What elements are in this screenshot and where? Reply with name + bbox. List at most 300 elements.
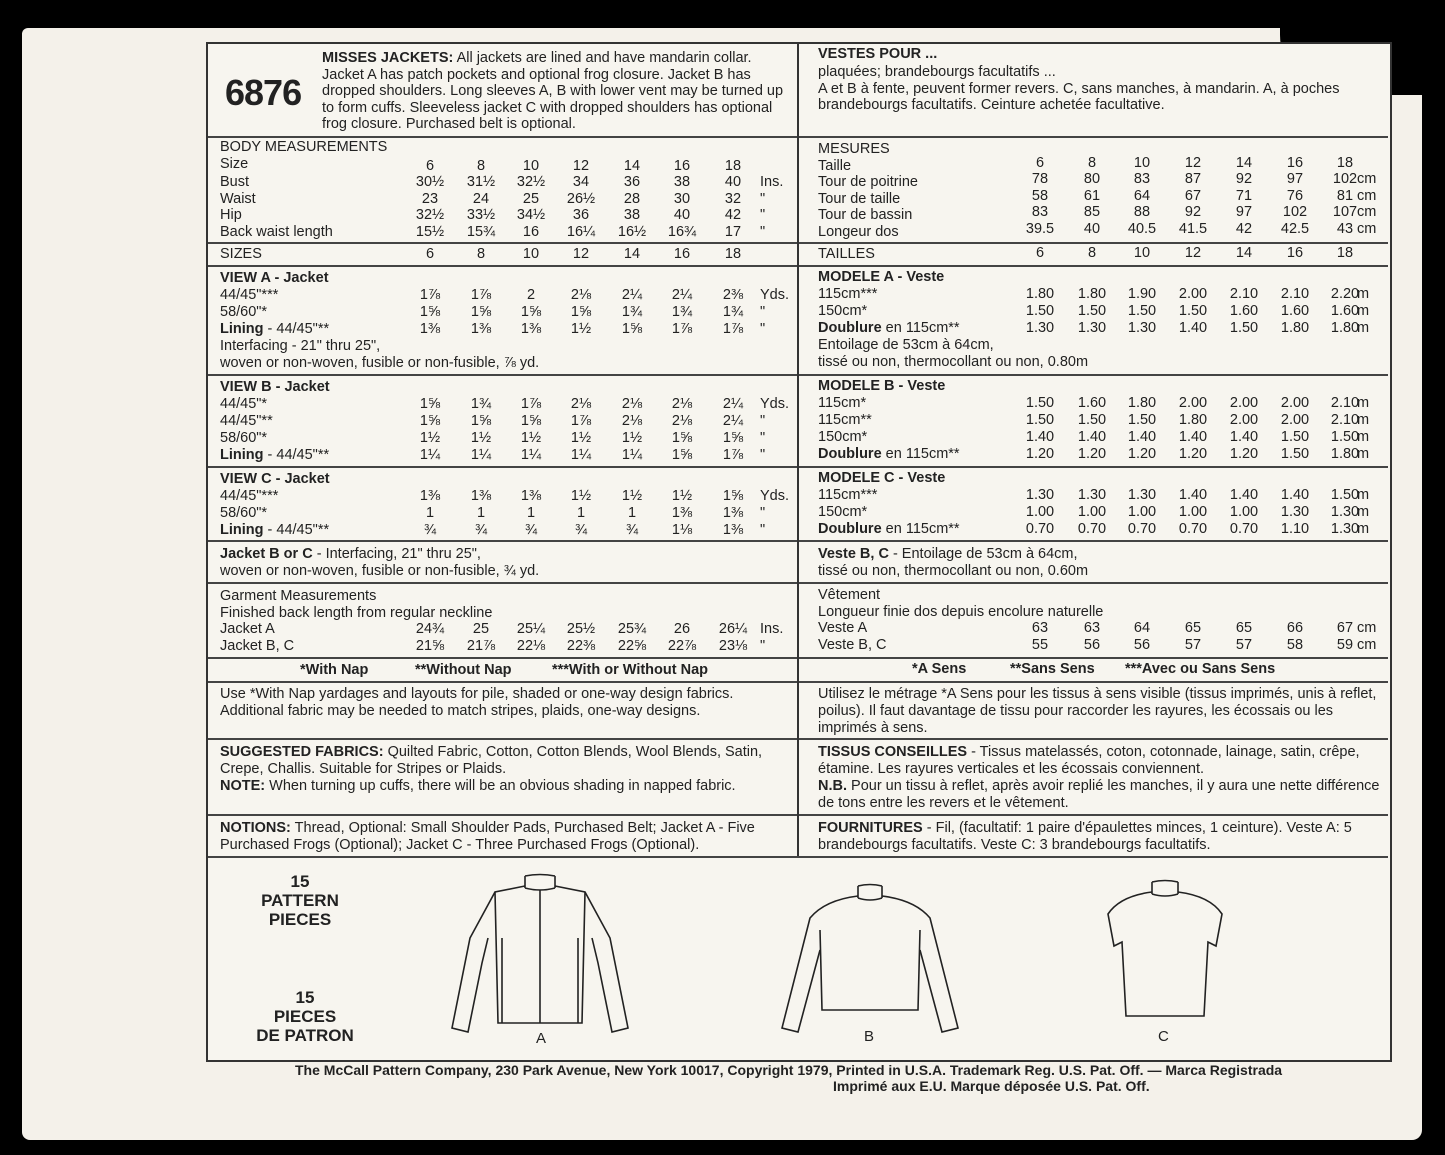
- size-header-fr: 12: [1184, 245, 1202, 261]
- jacket-a-sketch: [440, 868, 640, 1038]
- table-cell: 26½: [566, 190, 596, 207]
- divider-line: [799, 582, 1388, 584]
- divider-line: [208, 540, 797, 542]
- table-cell-fr: 83: [1031, 204, 1049, 220]
- row-label: 150cm*: [818, 429, 868, 445]
- table-cell-fr: 88: [1133, 204, 1151, 220]
- body-measurements-title: BODY MEASUREMENTS: [220, 139, 388, 155]
- unit-label-fr: cm: [1357, 220, 1377, 237]
- nap-legend: *With Nap: [300, 662, 369, 678]
- table-cell-fr: 42.5: [1280, 220, 1310, 237]
- unit-label: m: [1357, 504, 1370, 520]
- table-cell: 1.80: [1025, 286, 1055, 302]
- table-cell: 23: [421, 190, 439, 207]
- row-label-rest: en 115cm**: [881, 446, 960, 462]
- unit-label: ": [760, 447, 766, 463]
- sketch-label-a: A: [536, 1030, 547, 1047]
- size-header: 14: [623, 158, 641, 174]
- garment-title: Garment Measurements: [220, 588, 377, 604]
- table-cell: 1½: [671, 488, 693, 504]
- table-cell: 1.80: [1280, 320, 1310, 336]
- table-cell: 1½: [520, 430, 542, 446]
- section-title: VIEW C - Jacket: [220, 471, 330, 487]
- unit-label-fr: cm: [1357, 637, 1377, 653]
- table-cell: 1⅞: [520, 396, 542, 412]
- row-label: 115cm**: [818, 412, 872, 428]
- table-cell: 1⅞: [570, 413, 592, 429]
- row-label: 44/45"**: [220, 413, 273, 429]
- size-header: 18: [724, 246, 742, 262]
- size-header: 14: [623, 246, 641, 262]
- row-label-bold: Doublure: [818, 446, 882, 462]
- vetement-title: Vêtement: [818, 587, 881, 603]
- table-cell: 1: [526, 505, 536, 521]
- table-cell: 1.30: [1127, 487, 1157, 503]
- unit-label-fr: cm: [1357, 620, 1377, 636]
- table-cell: 2⅛: [621, 396, 643, 412]
- row-label: [220, 447, 329, 464]
- intro-line: Jacket A has patch pockets and optional frog closure. Jacket B has: [322, 66, 751, 83]
- size-header: 12: [572, 158, 590, 174]
- table-cell-fr: 56: [1133, 637, 1151, 653]
- nap-legend-fr: ***Avec ou Sans Sens: [1125, 661, 1276, 677]
- table-cell: 1⅜: [520, 488, 542, 504]
- intro-line-fr: plaquées; brandebourgs facultatifs ...: [818, 64, 1056, 80]
- table-cell: 24: [472, 190, 490, 207]
- table-cell: 30½: [415, 174, 445, 190]
- size-header-fr: 10: [1133, 245, 1151, 261]
- table-cell: 40: [724, 174, 742, 190]
- table-cell: 2.10: [1229, 286, 1259, 302]
- intro-title: MISSES JACKETS:: [322, 50, 454, 66]
- table-cell: 1: [476, 505, 486, 521]
- row-label: 115cm***: [818, 286, 878, 302]
- table-cell: 1⅞: [722, 321, 744, 337]
- table-cell: 2⅛: [621, 413, 643, 429]
- table-cell: 1.50: [1025, 303, 1055, 319]
- table-cell: 1⅞: [470, 287, 492, 303]
- table-cell: 1.50: [1330, 487, 1360, 503]
- table-cell: 2⅜: [722, 287, 744, 303]
- row-label-fr: Longeur dos: [818, 223, 899, 240]
- table-cell: 1⅝: [722, 430, 744, 446]
- size-header-fr: 16: [1286, 155, 1304, 171]
- table-cell: 1⅝: [419, 304, 441, 320]
- table-cell: 1⅜: [520, 321, 542, 337]
- table-cell-fr: 65: [1235, 620, 1253, 636]
- row-label-fr: Tour de taille: [818, 190, 901, 207]
- table-cell: 1⅝: [470, 413, 492, 429]
- table-cell: 2.10: [1330, 395, 1360, 411]
- table-cell: 1⅜: [419, 488, 441, 504]
- table-cell: 1.60: [1077, 395, 1107, 411]
- table-cell: 38: [623, 207, 641, 223]
- unit-label: Ins.: [760, 621, 784, 637]
- unit-label: Yds.: [760, 488, 790, 504]
- table-cell: 1⅝: [470, 304, 492, 320]
- table-cell: 1.20: [1025, 446, 1055, 462]
- size-header: 6: [425, 246, 435, 262]
- divider-line: [799, 374, 1388, 376]
- table-cell: 1.80: [1330, 446, 1360, 462]
- intro-line: to form cuffs. Sleeveless jacket C with dropped shoulders has optional: [322, 99, 773, 116]
- row-label: [220, 522, 329, 539]
- table-cell-fr: 63: [1083, 620, 1101, 636]
- table-cell: 16¾: [667, 223, 697, 240]
- unit-label: m: [1357, 303, 1370, 319]
- row-label: Jacket A: [220, 621, 275, 637]
- use-nap-text-fr: Utilisez le métrage *A Sens pour les tissus à sens visible (tissus imprimés, unis à reflet, poilus). Il faut davantage de tissu pour raccorder les rayures, les écossais ou les imprimés à sens.: [818, 686, 1377, 736]
- table-cell: 1.40: [1178, 320, 1208, 336]
- unit-label: m: [1357, 487, 1370, 503]
- table-cell: 21⅞: [466, 638, 496, 654]
- divider-line: [799, 681, 1388, 683]
- size-header-fr: 8: [1087, 155, 1097, 171]
- row-label-rest: en 115cm**: [881, 320, 960, 336]
- divider-line: [208, 814, 797, 816]
- table-cell: 1¾: [470, 396, 492, 412]
- table-cell: 1¼: [520, 447, 542, 463]
- table-cell: 42: [724, 207, 742, 223]
- table-cell: 1⅝: [520, 413, 542, 429]
- unit-label-fr: cm: [1357, 204, 1377, 220]
- table-cell: 25½: [566, 621, 596, 637]
- table-cell: 1¾: [722, 304, 744, 320]
- table-cell: 2¼: [621, 287, 643, 303]
- table-cell: 2: [526, 287, 536, 303]
- table-cell: 2⅛: [671, 396, 693, 412]
- footer-copyright: The McCall Pattern Company, 230 Park Avenue, New York 10017, Copyright 1979, Printed in U.S.A. Trademark Reg. U.S. Pat. Off. — Marca Registrada: [295, 1062, 1283, 1078]
- table-cell: 1.40: [1280, 487, 1310, 503]
- table-cell-fr: 65: [1184, 620, 1202, 636]
- table-cell: 1.30: [1330, 521, 1360, 537]
- row-label: [220, 321, 329, 338]
- table-cell-fr: 40: [1083, 220, 1101, 237]
- size-header-fr: 14: [1235, 245, 1253, 261]
- table-cell: 2.00: [1178, 286, 1208, 302]
- divider-line: [799, 136, 1388, 138]
- table-cell: 1⅞: [419, 287, 441, 303]
- footer-trademark: Imprimé aux E.U. Marque déposée U.S. Pat. Off.: [833, 1078, 1150, 1094]
- table-cell: 1.50: [1077, 412, 1107, 428]
- notions-fr: FOURNITURES - Fil, (facultatif: 1 paire d'épaulettes minces, 1 ceinture). Veste A: 5 brandebourgs facultatifs. Veste C: 3 brandebourgs facultatifs.: [818, 820, 1352, 853]
- table-cell-fr: 58: [1286, 637, 1304, 653]
- table-cell-fr: 64: [1133, 187, 1151, 204]
- divider-line: [799, 738, 1388, 740]
- table-cell: 2.00: [1229, 395, 1259, 411]
- unit-label-fr: cm: [1357, 187, 1377, 204]
- table-cell: 1.40: [1229, 429, 1259, 445]
- size-header-fr: 8: [1087, 245, 1097, 261]
- veste-bc-text: - Entoilage de 53cm à 64cm,: [888, 546, 1078, 562]
- row-label: Jacket B, C: [220, 638, 295, 654]
- table-cell: 1⅞: [671, 321, 693, 337]
- table-cell: 1½: [470, 430, 492, 446]
- table-cell: ¾: [625, 522, 639, 538]
- table-cell-fr: 107: [1332, 204, 1358, 220]
- table-cell: 1.80: [1127, 395, 1157, 411]
- table-cell: ¾: [423, 522, 437, 538]
- table-cell: 22⅞: [667, 638, 697, 654]
- table-cell: 2⅛: [570, 396, 592, 412]
- size-header-fr: 6: [1035, 155, 1045, 171]
- table-cell: ¾: [474, 522, 488, 538]
- table-cell: 1.40: [1025, 429, 1055, 445]
- table-cell: 2⅛: [570, 287, 592, 303]
- table-cell: 38: [673, 174, 691, 190]
- table-cell: 1.40: [1178, 487, 1208, 503]
- row-label: 44/45"***: [220, 287, 279, 303]
- table-cell: 1.50: [1077, 303, 1107, 319]
- intro-line: dropped shoulders. Long sleeves A, B with lower vent may be turned up: [322, 83, 784, 99]
- table-cell: 2.00: [1280, 395, 1310, 411]
- table-cell: 1⅜: [671, 505, 693, 521]
- pattern-number: 6876: [225, 72, 302, 113]
- table-cell: 1⅜: [722, 522, 744, 538]
- table-cell: 36: [572, 207, 590, 223]
- pattern-pieces-count: 15 PATTERN PIECES: [261, 872, 339, 929]
- row-label-rest: - 44/45"**: [263, 522, 330, 538]
- size-header: 8: [476, 246, 486, 262]
- notions: NOTIONS: Thread, Optional: Small Shoulder Pads, Purchased Belt; Jacket A - Five Purchased Frogs (Optional); Jacket C - Three Purchased Frogs (Optional).: [220, 820, 755, 853]
- unit-label: ": [760, 304, 766, 320]
- table-cell: 34½: [516, 207, 546, 223]
- use-nap-text: Use *With Nap yardages and layouts for pile, shaded or one-way design fabrics. Additional fabric may be needed to match stripes, plaids, one-way designs.: [220, 686, 734, 719]
- table-cell: 2¼: [722, 413, 744, 429]
- table-cell: 2.10: [1280, 286, 1310, 302]
- table-cell: 1⅝: [520, 304, 542, 320]
- row-label: Hip: [220, 207, 242, 223]
- table-cell: 1½: [570, 430, 592, 446]
- veste-bc-line2: tissé ou non, thermocollant ou non, 0.60m: [818, 563, 1089, 579]
- table-cell: 1¼: [570, 447, 592, 463]
- row-label: 115cm***: [818, 487, 878, 503]
- divider-line: [208, 136, 797, 138]
- table-cell: 1.60: [1229, 303, 1259, 319]
- table-cell: 1.00: [1178, 504, 1208, 520]
- table-cell-fr: 63: [1031, 620, 1049, 636]
- section-note: Entoilage de 53cm à 64cm,: [818, 337, 994, 353]
- table-cell: 0.70: [1178, 521, 1208, 537]
- row-label: Waist: [220, 190, 256, 207]
- table-cell: 1: [425, 505, 435, 521]
- table-cell: 25: [522, 190, 540, 207]
- row-label-fr: Tour de poitrine: [818, 174, 918, 190]
- table-cell: 1⅝: [621, 321, 643, 337]
- table-cell-fr: 41.5: [1178, 220, 1208, 237]
- section-title: MODELE C - Veste: [818, 470, 946, 486]
- table-cell: 1.50: [1330, 429, 1360, 445]
- row-label-fr: Veste A: [818, 620, 868, 636]
- table-cell: 16: [522, 223, 540, 240]
- intro-line-fr: A et B à fente, peuvent former revers. C, sans manches, à mandarin. A, à poches: [818, 81, 1340, 97]
- table-cell: ¾: [524, 522, 538, 538]
- taille-label: Taille: [818, 158, 852, 174]
- suggested-fabrics: SUGGESTED FABRICS: Quilted Fabric, Cotton, Cotton Blends, Wool Blends, Satin, Crepe, Challis. Suitable for Stripes or Plaids. NOTE: When turning up cuffs, there will be an obvious shading in napped fabric.: [220, 744, 763, 794]
- pattern-pieces-count-fr: 15 PIECES DE PATRON: [256, 988, 354, 1045]
- divider-line: [208, 738, 797, 740]
- table-cell: 15¾: [466, 223, 496, 240]
- table-cell: 32: [724, 190, 742, 207]
- row-label: 44/45"***: [220, 488, 279, 504]
- sketch-label-c: C: [1158, 1028, 1169, 1045]
- nap-legend: ***With or Without Nap: [552, 662, 708, 678]
- table-cell: 1.20: [1127, 446, 1157, 462]
- table-cell: 1⅝: [671, 430, 693, 446]
- table-cell: 1⅜: [470, 321, 492, 337]
- table-cell: 1.30: [1330, 504, 1360, 520]
- table-cell: 1.30: [1280, 504, 1310, 520]
- table-cell-fr: 92: [1184, 204, 1202, 220]
- table-cell-fr: 40.5: [1127, 220, 1157, 237]
- table-cell: 1.80: [1330, 320, 1360, 336]
- row-label-fr: Tour de bassin: [818, 207, 913, 223]
- table-cell: 1.00: [1229, 504, 1259, 520]
- table-cell: 1.40: [1178, 429, 1208, 445]
- nap-legend: **Without Nap: [415, 662, 512, 678]
- row-label-rest: en 115cm**: [881, 521, 960, 537]
- divider-line: [799, 814, 1388, 816]
- table-cell: 2¼: [722, 396, 744, 412]
- row-label: 58/60"*: [220, 505, 268, 521]
- table-cell: 1.40: [1229, 487, 1259, 503]
- section-title: VIEW B - Jacket: [220, 379, 330, 395]
- divider-line: [208, 681, 797, 683]
- size-header: 6: [425, 158, 435, 174]
- row-label: [818, 446, 960, 463]
- table-cell: 26¼: [718, 621, 748, 637]
- table-cell: 1⅜: [419, 321, 441, 337]
- divider-line: [799, 466, 1388, 468]
- row-label-fr: Veste B, C: [818, 637, 887, 653]
- table-cell-fr: 76: [1286, 187, 1304, 204]
- vetement-subtitle: Longueur finie dos depuis encolure naturelle: [818, 604, 1104, 620]
- table-cell: 1½: [570, 321, 592, 337]
- table-cell: 16¼: [566, 223, 596, 240]
- unit-label: m: [1357, 320, 1370, 336]
- table-cell-fr: 67: [1336, 620, 1354, 636]
- table-cell-fr: 59: [1336, 637, 1354, 653]
- jacket-b-sketch: [770, 880, 970, 1040]
- size-header: 10: [522, 246, 540, 262]
- table-cell: 1.30: [1025, 320, 1055, 336]
- table-cell: 1.30: [1127, 320, 1157, 336]
- unit-label: ": [760, 505, 766, 521]
- table-cell: 1.10: [1280, 521, 1310, 537]
- table-cell-fr: 61: [1083, 187, 1101, 204]
- table-cell: 1.20: [1178, 446, 1208, 462]
- table-cell: 1.30: [1025, 487, 1055, 503]
- row-label: [818, 521, 960, 538]
- unit-label: Yds.: [760, 287, 790, 303]
- table-cell: 1.20: [1229, 446, 1259, 462]
- divider-line: [208, 657, 797, 659]
- table-cell: 1½: [621, 488, 643, 504]
- table-cell: 1.80: [1178, 412, 1208, 428]
- divider-line: [208, 466, 797, 468]
- table-cell: 40: [673, 207, 691, 223]
- table-cell: 1½: [419, 430, 441, 446]
- table-cell: 1⅜: [470, 488, 492, 504]
- unit-label: ": [760, 522, 766, 538]
- unit-label: ": [760, 638, 766, 654]
- table-cell-fr: 81: [1336, 187, 1354, 204]
- sketch-label-b: B: [864, 1028, 875, 1045]
- table-cell: 1⅝: [419, 396, 441, 412]
- unit-label: ": [760, 207, 766, 223]
- table-cell: 22⅝: [617, 638, 647, 654]
- table-cell: 0.70: [1127, 521, 1157, 537]
- divider-line: [799, 657, 1388, 659]
- jacket-bc-title: Jacket B or C: [220, 546, 313, 562]
- table-cell-fr: 67: [1184, 187, 1202, 204]
- divider-line: [208, 265, 797, 267]
- row-label: 58/60"*: [220, 304, 268, 320]
- table-cell-fr: 56: [1083, 637, 1101, 653]
- table-cell: 1.50: [1229, 320, 1259, 336]
- garment-subtitle: Finished back length from regular neckline: [220, 605, 493, 621]
- table-cell: 1: [627, 505, 637, 521]
- table-cell: 16½: [617, 223, 647, 240]
- unit-label: m: [1357, 412, 1370, 428]
- table-cell: 26: [673, 621, 691, 637]
- table-cell-fr: 80: [1083, 171, 1101, 187]
- divider-line: [799, 540, 1388, 542]
- table-cell: 1.40: [1127, 429, 1157, 445]
- table-cell-fr: 92: [1235, 171, 1253, 187]
- row-label-rest: - 44/45"**: [263, 447, 330, 463]
- table-cell: 15½: [415, 223, 445, 240]
- row-label-bold: Lining: [220, 447, 264, 463]
- table-cell: 0.70: [1077, 521, 1107, 537]
- intro-line-fr: brandebourgs facultatifs. Ceinture achetée facultative.: [818, 97, 1165, 113]
- table-cell: 22⅛: [516, 638, 546, 654]
- table-cell-fr: 58: [1031, 187, 1049, 204]
- table-cell: 2.00: [1280, 412, 1310, 428]
- table-cell-fr: 83: [1133, 171, 1151, 187]
- unit-label: ": [760, 321, 766, 337]
- table-cell-fr: 42: [1235, 220, 1253, 237]
- row-label: 115cm*: [818, 395, 867, 411]
- table-cell: 1½: [570, 488, 592, 504]
- table-cell-fr: 85: [1083, 204, 1101, 220]
- suggested-fabrics-fr: TISSUS CONSEILLES - Tissus matelassés, coton, cotonnade, lainage, satin, crêpe, étamine. Les rayures verticales et les écossais conviennent. N.B. Pour un tissu à reflet, après avoir replié les manches, il y aura une nette différence de tons entre les revers et le vêtement.: [818, 744, 1380, 811]
- table-cell: 1½: [621, 430, 643, 446]
- unit-label: m: [1357, 395, 1370, 411]
- row-label-bold: Doublure: [818, 521, 882, 537]
- intro-line: [322, 50, 752, 67]
- table-cell: 31½: [466, 174, 496, 190]
- row-label-bold: Lining: [220, 321, 264, 337]
- table-cell: 1.30: [1077, 320, 1107, 336]
- table-cell: 1: [576, 505, 586, 521]
- intro-text: All jackets are lined and have mandarin collar.: [453, 50, 752, 66]
- row-label-bold: Doublure: [818, 320, 882, 336]
- jacket-c-sketch: [1100, 876, 1230, 1026]
- section-title: MODELE B - Veste: [818, 378, 946, 394]
- table-cell: 1.90: [1127, 286, 1157, 302]
- divider-line: [208, 242, 797, 244]
- size-header: 8: [476, 158, 486, 174]
- section-note: Interfacing - 21" thru 25",: [220, 338, 381, 354]
- table-cell: 1.40: [1077, 429, 1107, 445]
- veste-bc-entoilage: [818, 546, 1078, 563]
- table-cell-fr: 87: [1184, 171, 1202, 187]
- size-header-fr: 10: [1133, 155, 1151, 171]
- table-cell: 32½: [516, 174, 546, 190]
- table-cell: 1.00: [1077, 504, 1107, 520]
- table-cell: 1⅝: [722, 488, 744, 504]
